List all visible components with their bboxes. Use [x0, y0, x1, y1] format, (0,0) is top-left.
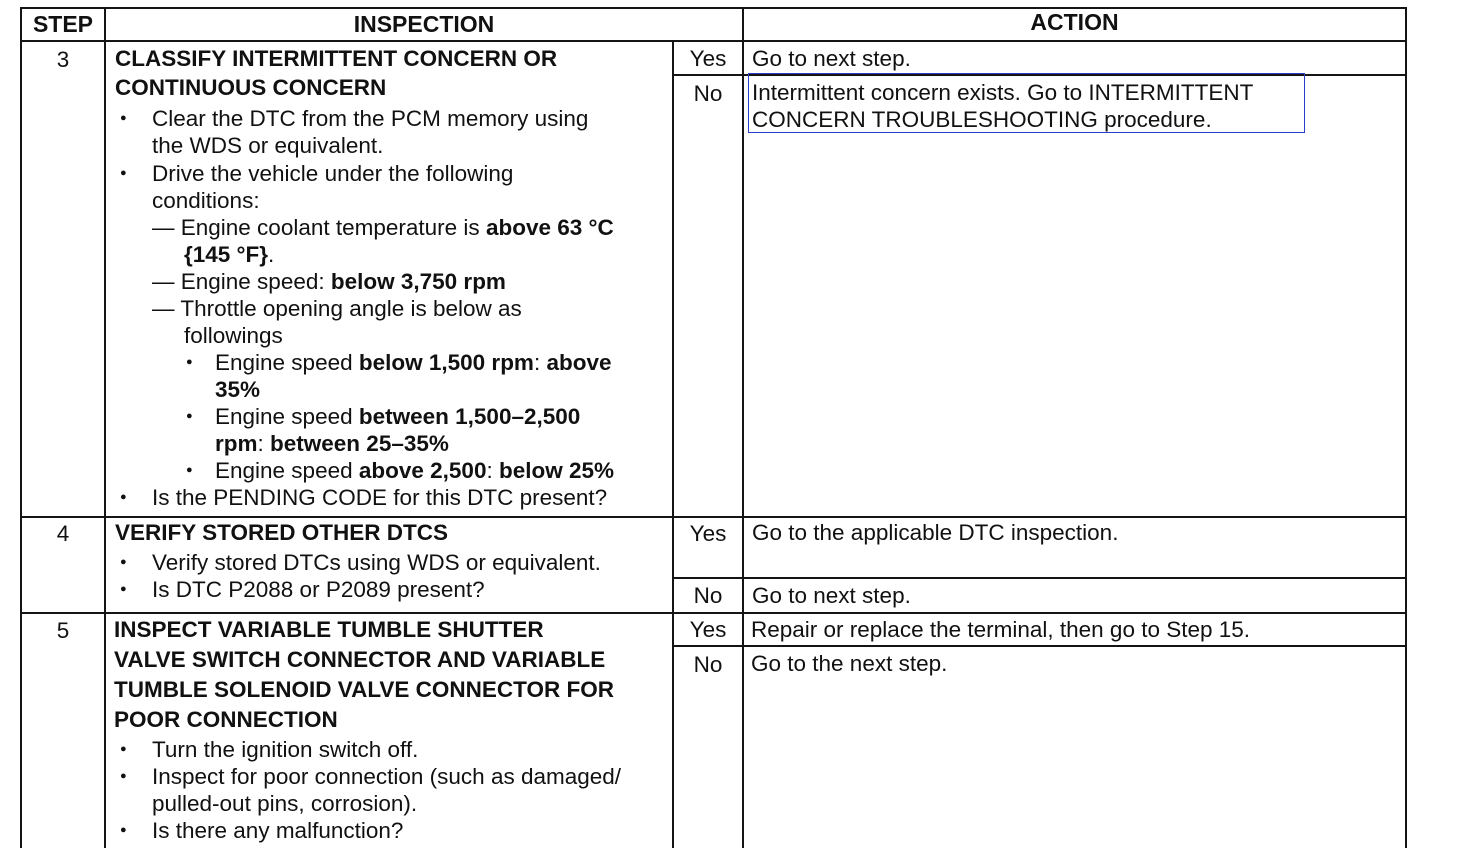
sub3-b: above 2,500 — [358, 458, 487, 483]
sub2-d: : — [257, 431, 271, 456]
step3-no-action-line2: CONCERN TROUBLESHOOTING procedure. — [752, 107, 1212, 132]
step3-sub3-line1 — [215, 457, 614, 484]
header-step: STEP — [32, 11, 94, 37]
step5-bullet1-dot: ● — [120, 743, 127, 755]
step5-bullet3: Is there any malfunction? — [152, 818, 404, 843]
step3-sub2-line1 — [215, 403, 580, 430]
step4-no-label: No — [693, 583, 723, 608]
step5-bullet2-line2: pulled-out pins, corrosion). — [152, 791, 418, 816]
step4-bullet2: Is DTC P2088 or P2089 present? — [152, 577, 485, 602]
sub2-c: rpm — [215, 431, 258, 456]
sub1-a: Engine speed — [215, 350, 359, 375]
step4-bullet1-dot: ● — [120, 556, 127, 568]
step4-yes-action: Go to the applicable DTC inspection. — [752, 520, 1119, 545]
sub3-c: : — [486, 458, 499, 483]
coolant-period: . — [268, 242, 275, 267]
table-right-border — [1405, 7, 1407, 848]
step4-bottom-border — [20, 612, 1407, 614]
step5-yes-label: Yes — [689, 617, 727, 642]
step5-bullet1: Turn the ignition switch off. — [152, 737, 419, 762]
coolant-value: above 63 °C — [485, 215, 614, 240]
step3-no-action-line1: Intermittent concern exists. Go to INTERMITTENT — [752, 80, 1254, 105]
step3-yes-action: Go to next step. — [752, 46, 911, 71]
sub2-e: between 25–35% — [270, 431, 449, 456]
step5-no-label: No — [693, 652, 723, 677]
step4-no-action: Go to next step. — [752, 583, 911, 608]
sub1-b: below 1,500 rpm — [358, 350, 534, 375]
step5-bullet2-dot: ● — [120, 770, 127, 782]
step5-yes-action: Repair or replace the terminal, then go to Step 15. — [751, 617, 1251, 642]
step4-title: VERIFY STORED OTHER DTCS — [115, 520, 448, 545]
step3-title-line1: CLASSIFY INTERMITTENT CONCERN OR — [115, 46, 558, 71]
step-column-divider — [104, 7, 106, 848]
header-action: ACTION — [1030, 9, 1119, 35]
sub2-a: Engine speed — [215, 404, 359, 429]
step3-bullet2-line2: conditions: — [152, 188, 260, 213]
sub2-b: between 1,500–2,500 — [358, 404, 581, 429]
step3-condition-throttle-line1: — Throttle opening angle is below as — [152, 296, 522, 321]
step3-yes-label: Yes — [689, 46, 727, 71]
step5-no-action: Go to the next step. — [751, 651, 948, 676]
step5-bullet3-dot: ● — [120, 824, 127, 836]
step4-number: 4 — [56, 521, 70, 546]
step3-bottom-border — [20, 516, 1407, 518]
step5-title-line2: VALVE SWITCH CONNECTOR AND VARIABLE — [114, 647, 606, 672]
step4-yes-label: Yes — [689, 521, 727, 546]
header-bottom-border — [20, 40, 1407, 42]
header-inspection: INSPECTION — [353, 11, 495, 37]
action-column-divider — [742, 40, 744, 848]
step3-condition-throttle-line2: followings — [184, 323, 283, 348]
step3-condition-coolant-f — [184, 241, 274, 268]
step3-number: 3 — [56, 47, 70, 72]
step3-bullet3-dot: ● — [120, 491, 127, 503]
step3-bullet2-dot: ● — [120, 167, 127, 179]
step3-bullet1-line2: the WDS or equivalent. — [152, 133, 384, 158]
step4-bullet2-dot: ● — [120, 583, 127, 595]
step5-title-line1: INSPECT VARIABLE TUMBLE SHUTTER — [114, 617, 544, 642]
step3-no-label: No — [693, 81, 723, 106]
step3-title-line2: CONTINUOUS CONCERN — [115, 75, 387, 100]
step3-bullet2-line1: Drive the vehicle under the following — [152, 161, 514, 186]
sub1-c: : — [533, 350, 547, 375]
step4-bullet1: Verify stored DTCs using WDS or equivalent. — [152, 550, 601, 575]
sub1-d: above — [546, 350, 612, 375]
step5-title-line3: TUMBLE SOLENOID VALVE CONNECTOR FOR — [114, 677, 615, 702]
step5-bullet2-line1: Inspect for poor connection (such as damaged/ — [152, 764, 622, 789]
coolant-value-f: {145 °F} — [184, 242, 269, 267]
step3-condition-speed — [152, 268, 506, 295]
step3-condition-coolant — [152, 214, 614, 241]
inspection-column-divider — [672, 40, 674, 848]
table-left-border — [20, 7, 22, 848]
step3-sub2-dot: ● — [186, 410, 193, 422]
step3-bullet3: Is the PENDING CODE for this DTC present? — [152, 485, 608, 510]
step3-sub2-line2 — [215, 430, 449, 457]
step5-yes-divider — [672, 645, 1407, 647]
coolant-label: — Engine coolant temperature is — [152, 215, 486, 240]
step3-sub3-dot: ● — [186, 464, 193, 476]
step3-sub1-line1 — [215, 349, 612, 376]
step5-title-line4: POOR CONNECTION — [114, 707, 338, 732]
speed-label: — Engine speed: — [152, 269, 331, 294]
sub3-a: Engine speed — [215, 458, 359, 483]
step5-number: 5 — [56, 618, 70, 643]
step4-yes-divider — [672, 577, 1407, 579]
step3-bullet1-dot: ● — [120, 112, 127, 124]
step3-sub1-dot: ● — [186, 356, 193, 368]
step3-sub1-line2: 35% — [215, 377, 261, 402]
sub3-d: below 25% — [498, 458, 615, 483]
step3-bullet1-line1: Clear the DTC from the PCM memory using — [152, 106, 589, 131]
speed-value: below 3,750 rpm — [330, 269, 506, 294]
